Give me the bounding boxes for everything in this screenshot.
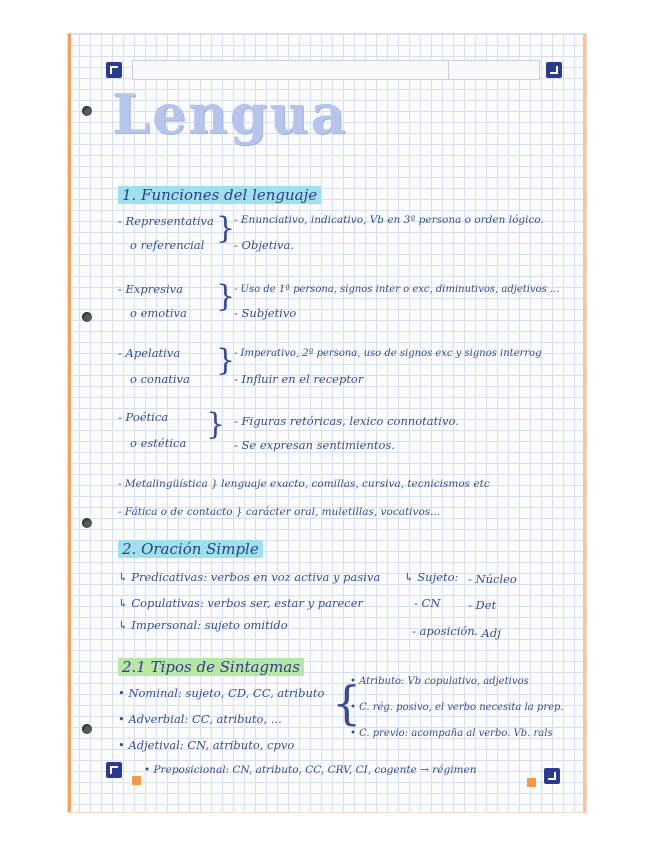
function-name: - Representativa	[118, 214, 214, 228]
phrase-type: • Adverbial: CC, atributo, ...	[118, 712, 282, 726]
brace: }	[216, 343, 236, 378]
function-feature: - Figuras retóricas, lexico connotativo.	[234, 414, 459, 428]
phrase-note: • C. previo: acompaña al verbo. Vb. rals	[350, 728, 553, 739]
function-name: - Poética	[118, 410, 169, 424]
binder-hole	[82, 518, 92, 528]
margin-line-right	[583, 34, 586, 812]
function-name: - Expresiva	[118, 282, 184, 296]
subject-label: ↳ Sujeto:	[404, 570, 459, 584]
corner-marker-icon	[106, 62, 122, 78]
page-title: Lengua	[112, 82, 348, 146]
phrase-note: • Atributo: Vb copulativo, adjetivos	[350, 676, 529, 687]
binder-hole	[82, 312, 92, 322]
sentence-type: ↳ Impersonal: sujeto omitido	[118, 618, 288, 632]
function-line: - Fática o de contacto } carácter oral, muletillas, vocativos...	[118, 506, 441, 518]
section-heading: 2. Oración Simple	[118, 540, 263, 558]
subject-part: - aposición	[412, 624, 475, 638]
function-name: o emotiva	[130, 306, 187, 320]
subject-part: - Det	[468, 598, 497, 612]
brace: {	[332, 676, 362, 730]
phrase-type: • Nominal: sujeto, CD, CC, atributo	[118, 686, 325, 700]
section-heading: 1. Funciones del lenguaje	[118, 186, 321, 204]
corner-marker-icon	[106, 762, 122, 778]
sentence-type: ↳ Copulativas: verbos ser, estar y parecer	[118, 596, 364, 610]
orange-square-icon	[132, 776, 141, 785]
phrase-type: • Adjetival: CN, atributo, cpvo	[118, 738, 295, 752]
function-name: o conativa	[130, 372, 190, 386]
subject-part: - Adj	[474, 626, 501, 640]
function-feature: - Enunciativo, indicativo, Vb en 3ª persona o orden lógico.	[234, 214, 544, 226]
sentence-type: ↳ Predicativas: verbos en voz activa y pasiva	[118, 570, 381, 584]
corner-marker-icon	[546, 62, 562, 78]
function-feature: - Se expresan sentimientos.	[234, 438, 395, 452]
function-name: o referencial	[130, 238, 205, 252]
brace: }	[216, 211, 236, 246]
brace: }	[206, 407, 226, 442]
header-box-divider	[448, 60, 449, 80]
function-feature: - Uso de 1ª persona, signos inter o exc, diminutivos, adjetivos ...	[234, 284, 560, 295]
phrase-type: • Preposicional: CN, atributo, CC, CRV, CI, cogente → régimen	[144, 764, 477, 776]
function-name: o estética	[130, 436, 187, 450]
brace: }	[216, 279, 236, 314]
function-feature: - Imperativo, 2ª persona, uso de signos exc y signos interrog	[234, 348, 542, 359]
subject-part: - CN	[414, 596, 441, 610]
header-box	[132, 60, 540, 80]
binder-hole	[82, 724, 92, 734]
subject-part: - Núcleo	[468, 572, 517, 586]
function-feature: - Subjetivo	[234, 306, 297, 320]
section-heading: 2.1 Tipos de Sintagmas	[118, 658, 304, 676]
function-line: - Metalingüística } lenguaje exacto, comillas, cursiva, tecnicismos etc	[118, 478, 490, 490]
corner-marker-icon	[544, 768, 560, 784]
phrase-note: • C. rég. posivo, el verbo necesita la prep.	[350, 702, 564, 713]
function-name: - Apelativa	[118, 346, 181, 360]
orange-square-icon	[527, 778, 536, 787]
function-feature: - Objetiva.	[234, 238, 295, 252]
function-feature: - Influir en el receptor	[234, 372, 364, 386]
margin-line-left	[68, 34, 71, 812]
binder-hole	[82, 106, 92, 116]
